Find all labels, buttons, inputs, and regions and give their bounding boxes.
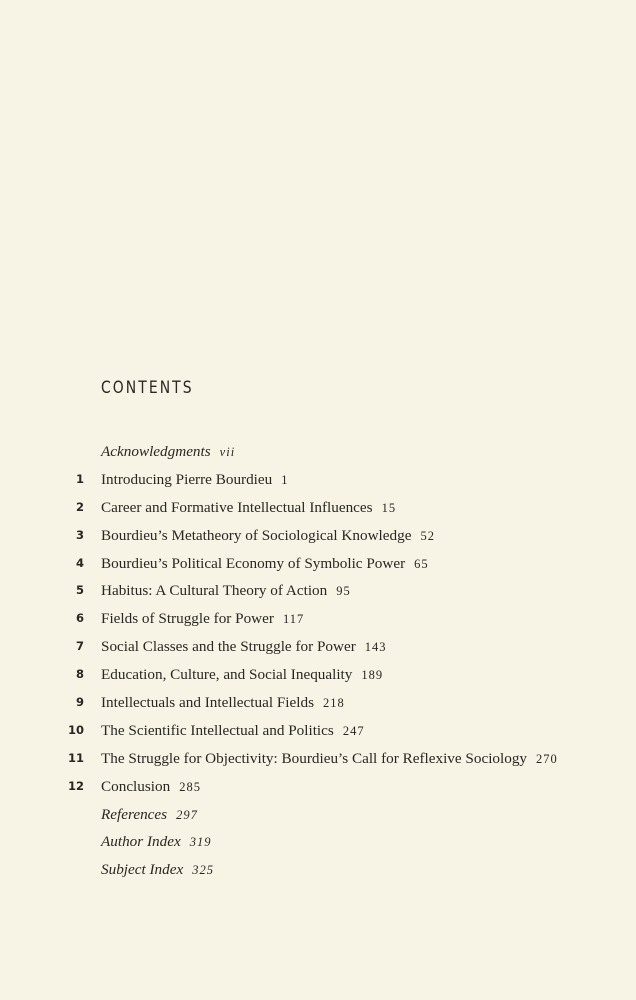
toc-entry (0, 633, 636, 661)
chapter-number: 5 (75, 583, 84, 598)
entry-text (101, 717, 365, 746)
toc-entry (0, 828, 636, 856)
toc-entry (0, 745, 636, 773)
chapter-number: 8 (75, 667, 84, 682)
contents-heading: CONTENTS (101, 378, 194, 398)
entry-page-number: 95 (336, 584, 351, 599)
entry-text (101, 438, 235, 467)
entry-page-number: 297 (176, 807, 198, 822)
entry-text (101, 605, 304, 634)
entry-text (101, 745, 558, 774)
entry-page-number: 65 (414, 556, 429, 571)
entry-text (101, 577, 351, 606)
entry-title: The Struggle for Objectivity: Bourdieu’s Call for Reflexive Sociology (101, 749, 528, 767)
entry-title: Conclusion (101, 777, 171, 795)
entry-page-number: 285 (179, 779, 201, 794)
chapter-number: 1 (75, 471, 84, 486)
entry-title: Bourdieu’s Political Economy of Symbolic Power (101, 554, 406, 572)
entry-title: Education, Culture, and Social Inequality (101, 666, 353, 684)
entry-page-number: 247 (342, 723, 365, 738)
entry-page-number: vii (219, 445, 236, 459)
toc-entry (0, 494, 636, 522)
entry-page-number: 1 (281, 472, 289, 487)
entry-text (101, 466, 289, 495)
toc-entry (0, 466, 636, 494)
toc-entry (0, 856, 636, 884)
chapter-number: 10 (67, 722, 84, 737)
entry-title: Fields of Struggle for Power (101, 610, 274, 628)
entry-title: Social Classes and the Struggle for Power (101, 638, 356, 656)
entry-title: Acknowledgments (101, 443, 211, 460)
entry-page-number: 319 (189, 835, 212, 850)
entry-page-number: 52 (420, 528, 435, 543)
entry-title: The Scientific Intellectual and Politics (101, 721, 334, 739)
chapter-number: 4 (75, 555, 84, 570)
entry-text (101, 856, 214, 885)
entry-text (101, 828, 211, 857)
entry-text (101, 689, 345, 718)
entry-text (101, 494, 396, 523)
toc-entry (0, 717, 636, 745)
toc-entry (0, 577, 636, 605)
entry-title: Habitus: A Cultural Theory of Action (101, 582, 328, 600)
chapter-number: 6 (75, 611, 84, 626)
toc-entry (0, 522, 636, 550)
toc-entry (0, 689, 636, 717)
entry-title: Introducing Pierre Bourdieu (101, 470, 273, 488)
entry-page-number: 15 (381, 500, 397, 515)
toc-entry (0, 550, 636, 578)
entry-title: References (101, 805, 168, 823)
entry-title: Career and Formative Intellectual Influences (101, 498, 373, 516)
entry-text (101, 633, 387, 662)
entry-page-number: 325 (192, 863, 214, 878)
chapter-number: 2 (75, 499, 84, 514)
entry-page-number: 218 (322, 696, 345, 711)
entry-page-number: 117 (282, 612, 305, 627)
chapter-number: 9 (75, 695, 84, 710)
table-of-contents (0, 438, 636, 884)
entry-text (101, 522, 435, 551)
entry-title: Author Index (101, 833, 181, 851)
toc-entry (0, 438, 636, 466)
entry-text (101, 550, 429, 579)
toc-entry (0, 661, 636, 689)
toc-entry (0, 605, 636, 633)
entry-title: Bourdieu’s Metatheory of Sociological Knowledge (101, 526, 412, 544)
entry-title: Subject Index (101, 861, 184, 879)
chapter-number: 7 (75, 639, 84, 654)
chapter-number: 12 (67, 778, 84, 793)
entry-text (101, 773, 201, 802)
entry-page-number: 270 (536, 751, 558, 766)
entry-page-number: 143 (364, 640, 387, 655)
entry-text (101, 661, 383, 690)
toc-entry (0, 801, 636, 829)
chapter-number: 3 (75, 527, 84, 542)
toc-entry (0, 773, 636, 801)
entry-page-number: 189 (361, 668, 384, 683)
chapter-number: 11 (67, 750, 84, 765)
entry-title: Intellectuals and Intellectual Fields (101, 694, 314, 712)
entry-text (101, 801, 198, 830)
